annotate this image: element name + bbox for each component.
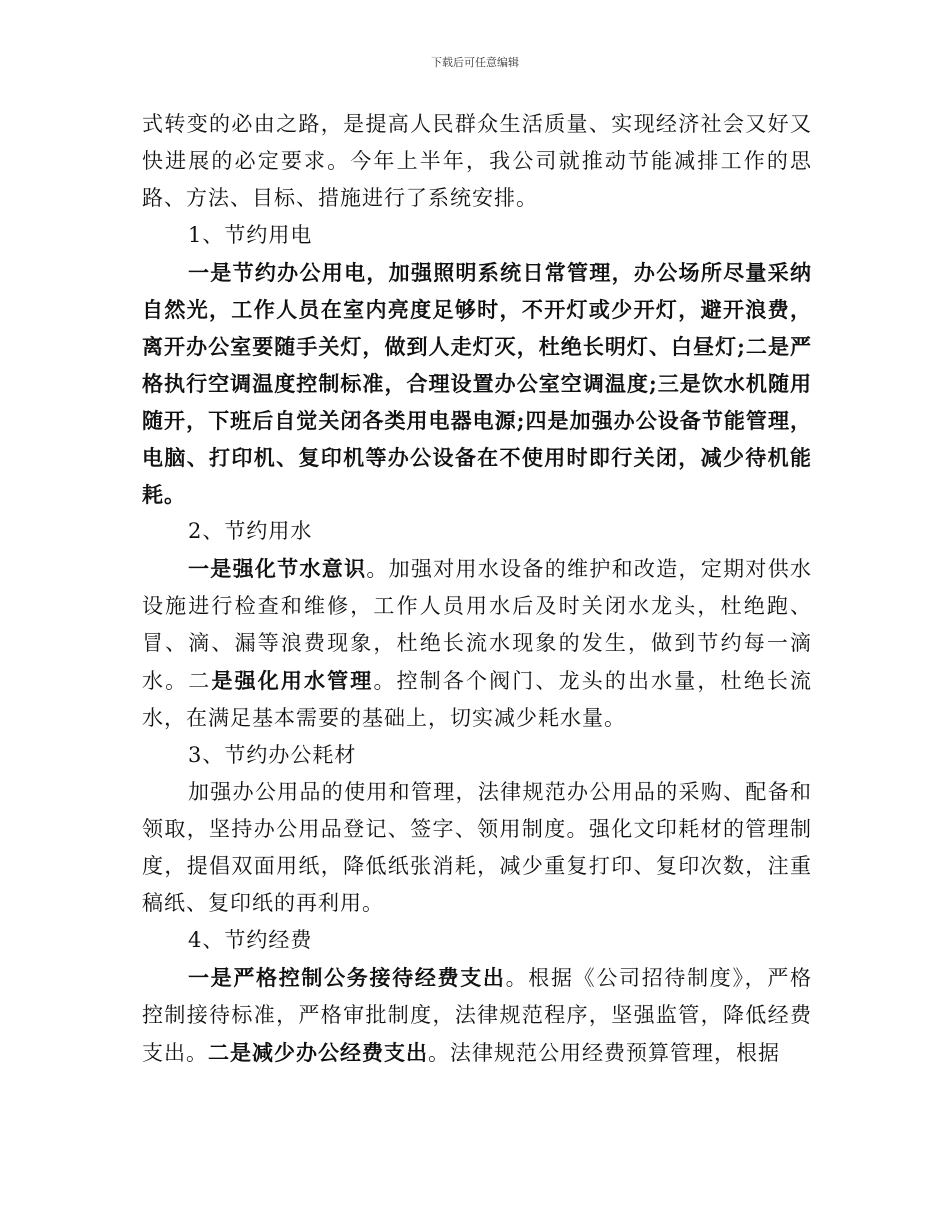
water-point-2-title: 是强化用水管理 — [211, 668, 374, 693]
page-header: 下载后可任意编辑 — [431, 56, 519, 69]
section-heading-funds: 4、节约经费 — [188, 928, 313, 952]
paragraph-intro: 式转变的必由之路，是提高人民群众生活质量、实现经济社会又好又快进展的必定要求。今年上半年，我公司就推动节能减排工作的思路、方法、目标、措施进行了系统安排。 — [142, 112, 812, 210]
section-heading-electricity: 1、节约用电 — [188, 223, 313, 247]
paragraph-funds — [142, 959, 812, 1072]
paragraph-electricity: 一是节约办公用电，加强照明系统日常管理，办公场所尽量采纳自然光，工作人员在室内亮度足够时，不开灯或少开灯，避开浪费，离开办公室要随手关灯，做到人走灯灭，杜绝长明灯、白昼灯;二是严格执行空调温度控制标准，合理设置办公室空调温度;三是饮水机随用随开，下班后自觉关闭各类用电器电源;四是加强办公设备节能管理，电脑、打印机、复印机等办公设备在不使用时即行关闭，减少待机能耗。 — [142, 260, 812, 507]
section-heading-supplies: 3、节约办公耗材 — [188, 743, 357, 767]
funds-point-1-text: 。根据《公司招待制度》，严格控制接待标准，严格审批制度，法律规范程序，坚强监管，降低经费支出。 — [142, 966, 812, 1065]
paragraph-water — [142, 550, 812, 737]
funds-point-1-title: 一是严格控制公务接待经费支出 — [188, 965, 506, 990]
section-heading-water: 2、节约用水 — [188, 519, 313, 543]
water-point-2-text: 。控制各个阀门、龙头的出水量，杜绝长流水，在满足基本需要的基础上，切实减少耗水量。 — [142, 669, 813, 730]
document-body — [142, 106, 812, 1072]
paragraph-supplies: 加强办公用品的使用和管理，法律规范办公用品的采购、配备和领取，坚持办公用品登记、签字、领用制度。强化文印耗材的管理制度，提倡双面用纸，降低纸张消耗，减少重复打印、复印次数，注重稿纸、复印纸的再利用。 — [142, 780, 812, 915]
water-point-1-text: 。加强对用水设备的维护和改造，定期对供水设施进行检查和维修，工作人员用水后及时关闭水龙头，杜绝跑、冒、滴、漏等浪费现象，杜绝长流水现象的发生，做到节约每一滴水。二 — [142, 557, 813, 693]
water-point-1-title: 一是强化节水意识 — [188, 556, 367, 581]
funds-point-2-text: 。法律规范公用经费预算管理，根据 — [428, 1041, 780, 1065]
funds-point-2-title: 二是减少办公经费支出 — [208, 1040, 428, 1065]
